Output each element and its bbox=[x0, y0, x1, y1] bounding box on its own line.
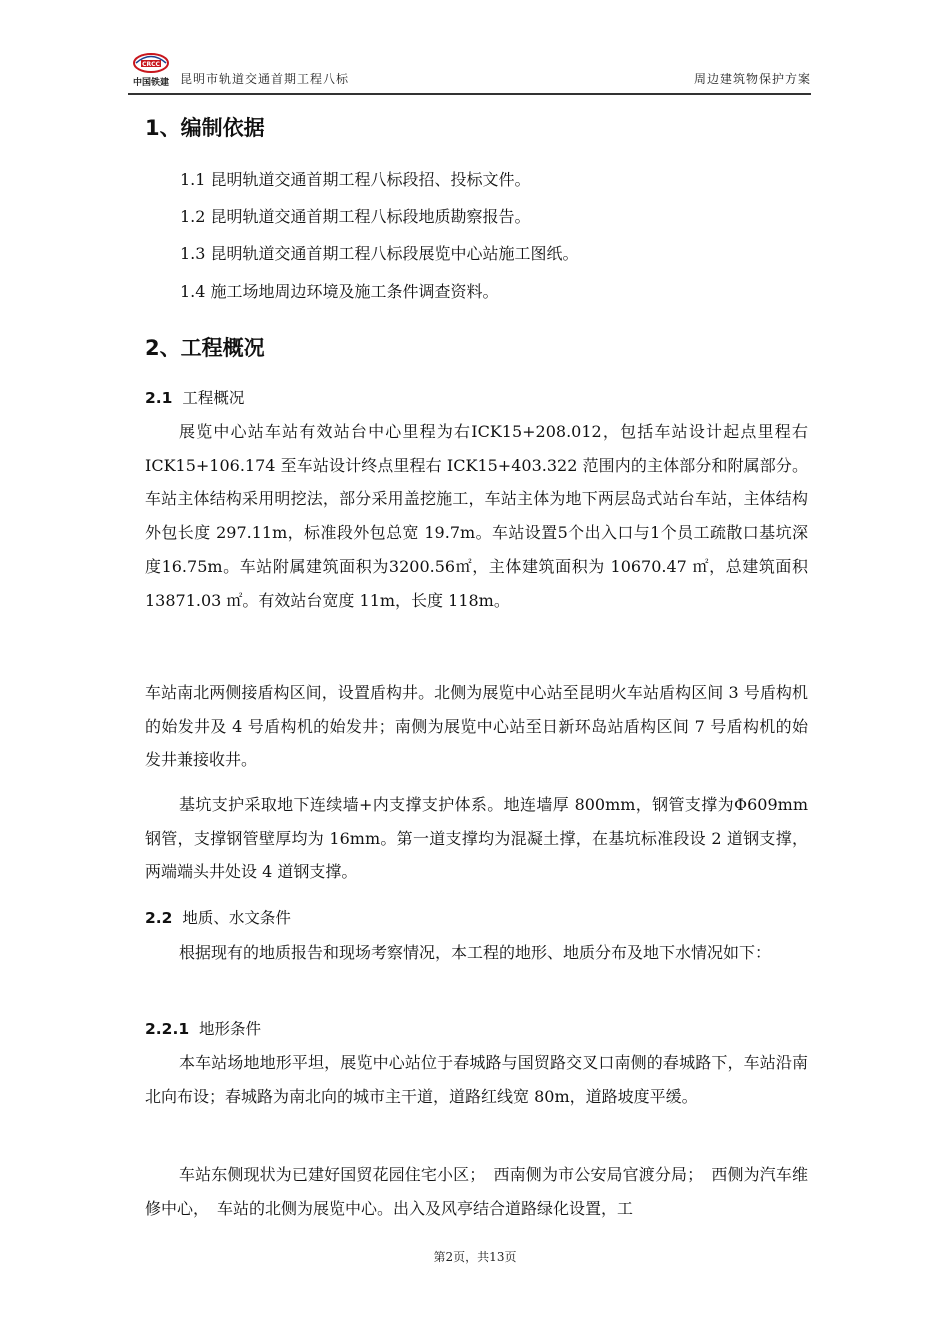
page-number: 第2页，共13页 bbox=[433, 1250, 517, 1264]
subsection-2-2-heading bbox=[145, 906, 291, 928]
section-1-heading: 1、编制依据 bbox=[145, 116, 265, 140]
basis-item-3: 1.3 昆明轨道交通首期工程八标段展览中心站施工图纸。 bbox=[180, 244, 579, 263]
geology-intro-paragraph: 根据现有的地质报告和现场考察情况，本工程的地形、地质分布及地下水情况如下： bbox=[179, 943, 772, 962]
crcc-logo-icon bbox=[132, 52, 170, 74]
overview-paragraph-3: 基坑支护采取地下连续墙+内支撑支护体系。地连墙厚 800mm，钢管支撑为Φ609mm 钢管，支撑钢管壁厚均为 16mm。第一道支撑均为混凝土撑，在基坑标准段设 2 道钢支撑，两端端头井处设 4 道钢支撑。 bbox=[145, 795, 808, 882]
page-header bbox=[128, 50, 811, 92]
subsection-title: 工程概况 bbox=[182, 389, 245, 407]
header-divider bbox=[128, 93, 811, 95]
subsection-title: 地质、水文条件 bbox=[182, 909, 291, 927]
overview-paragraph-1: 展览中心站车站有效站台中心里程为右ICK15+208.012，包括车站设计起点里程右 ICK15+106.174 至车站设计终点里程右 ICK15+403.322 范围内的主体部分和附属部分。车站主体结构采用明挖法，部分采用盖挖施工，车站主体为地下两层岛式站台车站，主体结构外包长度 297.11m，标准段外包总宽 19.7m。车站设置5个出入口与1个员工疏散口基坑深度16.75m。车站附属建筑面积为3200.56㎡，主体建筑面积为 10670.47 ㎡，总建筑面积 13871.03 ㎡。有效站台宽度 11m，长度 118m。 bbox=[145, 422, 808, 610]
terrain-paragraph-1: 本车站场地地形平坦，展览中心站位于春城路与国贸路交叉口南侧的春城路下，车站沿南北向布设；春城路为南北向的城市主干道，道路红线宽 80m，道路坡度平缓。 bbox=[145, 1053, 808, 1106]
subsection-number: 2.1 bbox=[145, 389, 173, 407]
header-document-title: 周边建筑物保护方案 bbox=[693, 72, 811, 86]
subsection-number: 2.2 bbox=[145, 909, 173, 927]
subsection-2-1-heading bbox=[145, 386, 244, 408]
subsection-title: 地形条件 bbox=[199, 1020, 262, 1038]
svg-text:CRCC: CRCC bbox=[142, 61, 160, 69]
logo-caption: 中国铁建 bbox=[132, 78, 169, 88]
section-2-heading: 2、工程概况 bbox=[145, 336, 265, 360]
header-project-title: 昆明市轨道交通首期工程八标 bbox=[180, 72, 350, 86]
subsection-number: 2.2.1 bbox=[145, 1020, 190, 1038]
subsection-2-2-1-heading bbox=[145, 1017, 261, 1039]
overview-paragraph-2: 车站南北两侧接盾构区间，设置盾构井。北侧为展览中心站至昆明火车站盾构区间 3 号盾构机的始发井及 4 号盾构机的始发井；南侧为展览中心站至日新环岛站盾构区间 7 号盾构机的始发井兼接收井。 bbox=[145, 683, 808, 770]
terrain-paragraph-2: 车站东侧现状为已建好国贸花园住宅小区； 西南侧为市公安局官渡分局； 西侧为汽车维修中心， 车站的北侧为展览中心。出入及风亭结合道路绿化设置，工 bbox=[145, 1165, 808, 1218]
crcc-logo bbox=[128, 50, 174, 90]
basis-item-2: 1.2 昆明轨道交通首期工程八标段地质勘察报告。 bbox=[180, 207, 531, 226]
basis-item-1: 1.1 昆明轨道交通首期工程八标段招、投标文件。 bbox=[180, 170, 531, 189]
basis-item-4: 1.4 施工场地周边环境及施工条件调查资料。 bbox=[180, 282, 499, 301]
